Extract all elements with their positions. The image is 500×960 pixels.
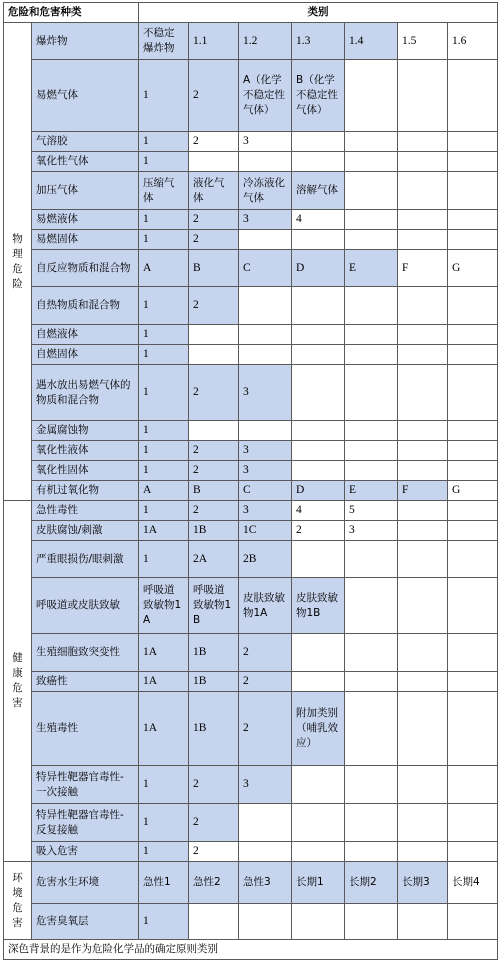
hazard-name: 自燃固体	[32, 345, 139, 365]
category-cell	[292, 441, 345, 461]
category-cell	[448, 230, 498, 250]
category-cell: 5	[345, 501, 398, 521]
category-cell: 1	[139, 132, 189, 152]
hazard-name: 吸入危害	[32, 842, 139, 862]
table-row	[4, 23, 498, 60]
category-cell: 1.4	[345, 23, 398, 60]
hazard-name: 严重眼损伤/眼刺激	[32, 541, 139, 578]
category-cell	[345, 672, 398, 692]
category-cell	[448, 804, 498, 842]
category-cell: 2	[189, 60, 239, 132]
category-cell	[448, 287, 498, 325]
table-row	[4, 230, 498, 250]
category-cell: 1	[139, 230, 189, 250]
category-cell: 1B	[189, 692, 239, 766]
category-cell	[398, 365, 448, 421]
category-cell	[345, 152, 398, 172]
category-cell	[292, 230, 345, 250]
category-cell: 1	[139, 766, 189, 804]
category-cell: 1	[139, 60, 189, 132]
hazard-name: 氧化性气体	[32, 152, 139, 172]
category-cell: 冷冻液化气体	[239, 172, 292, 210]
category-cell: 3	[239, 461, 292, 481]
category-cell	[345, 766, 398, 804]
category-cell: F	[398, 481, 448, 501]
category-cell: 1	[139, 345, 189, 365]
category-cell: 1	[139, 441, 189, 461]
category-cell: 2	[239, 692, 292, 766]
category-cell	[292, 132, 345, 152]
category-cell	[398, 804, 448, 842]
category-cell: 1	[139, 325, 189, 345]
category-cell	[398, 230, 448, 250]
category-cell: 2	[189, 210, 239, 230]
category-cell: 1.1	[189, 23, 239, 60]
category-cell	[448, 421, 498, 441]
category-cell	[292, 421, 345, 441]
category-cell	[398, 287, 448, 325]
category-cell	[189, 421, 239, 441]
category-cell: 1	[139, 904, 189, 940]
table-row	[4, 672, 498, 692]
category-cell	[398, 521, 448, 541]
category-cell	[345, 132, 398, 152]
category-cell	[398, 766, 448, 804]
group-label-char: 物	[12, 232, 23, 245]
category-cell	[345, 842, 398, 862]
table-row	[4, 345, 498, 365]
category-cell: 1	[139, 152, 189, 172]
category-cell: 急性1	[139, 862, 189, 904]
category-cell: 3	[239, 766, 292, 804]
group-label-char: 害	[12, 916, 23, 929]
hazard-name: 加压气体	[32, 172, 139, 210]
category-cell: 1	[139, 461, 189, 481]
category-cell: D	[292, 250, 345, 287]
category-cell: 液化气体	[189, 172, 239, 210]
category-cell: 2	[189, 501, 239, 521]
category-cell	[398, 692, 448, 766]
category-cell	[292, 152, 345, 172]
table-row	[4, 172, 498, 210]
group-label-char: 危	[12, 901, 23, 914]
table-row	[4, 152, 498, 172]
category-cell: 3	[345, 521, 398, 541]
category-cell	[398, 210, 448, 230]
category-cell	[189, 904, 239, 940]
category-cell: 长期3	[398, 862, 448, 904]
table-row	[4, 692, 498, 766]
category-cell	[448, 345, 498, 365]
group-label-char: 危	[12, 262, 23, 275]
category-cell	[448, 152, 498, 172]
category-cell	[398, 325, 448, 345]
category-cell	[345, 210, 398, 230]
category-cell: 附加类别（哺乳效应）	[292, 692, 345, 766]
category-cell	[292, 766, 345, 804]
hazard-name: 自反应物质和混合物	[32, 250, 139, 287]
category-cell	[398, 345, 448, 365]
group-label-char: 危	[12, 682, 23, 694]
category-cell	[448, 541, 498, 578]
table-row	[4, 766, 498, 804]
category-cell: A	[139, 250, 189, 287]
category-cell	[448, 461, 498, 481]
hazard-name: 金属腐蚀物	[32, 421, 139, 441]
category-cell: F	[398, 250, 448, 287]
table-row	[4, 461, 498, 481]
category-cell	[398, 904, 448, 940]
category-cell	[398, 672, 448, 692]
category-cell	[345, 421, 398, 441]
footnote: 深色背景的是作为危险化学品的确定原则类别	[4, 940, 498, 960]
table-header-row	[4, 3, 498, 23]
category-cell: G	[448, 481, 498, 501]
category-cell: 1	[139, 804, 189, 842]
category-cell	[448, 634, 498, 672]
category-cell: D	[292, 481, 345, 501]
category-cell	[448, 842, 498, 862]
category-cell	[448, 132, 498, 152]
category-cell: 3	[239, 365, 292, 421]
group-label-char: 健	[12, 652, 23, 664]
group-label-char: 康	[12, 667, 23, 679]
category-cell	[448, 60, 498, 132]
category-cell: 4	[292, 210, 345, 230]
category-cell	[345, 365, 398, 421]
group-label-health	[4, 501, 32, 862]
category-cell	[398, 461, 448, 481]
category-cell	[239, 904, 292, 940]
category-cell	[345, 804, 398, 842]
category-cell	[448, 672, 498, 692]
category-cell: 1C	[239, 521, 292, 541]
group-label-char: 理	[12, 247, 23, 260]
category-cell	[345, 325, 398, 345]
category-cell	[345, 692, 398, 766]
category-cell	[345, 60, 398, 132]
category-cell: 1.3	[292, 23, 345, 60]
hazard-name: 呼吸道或皮肤致敏	[32, 578, 139, 634]
table-row	[4, 842, 498, 862]
category-cell	[448, 210, 498, 230]
category-cell	[398, 578, 448, 634]
category-cell: 3	[239, 441, 292, 461]
category-cell: 呼吸道致敏物1A	[139, 578, 189, 634]
category-cell: G	[448, 250, 498, 287]
category-cell	[292, 365, 345, 421]
footnote-row	[4, 940, 498, 960]
category-cell	[189, 325, 239, 345]
category-cell: 2	[189, 766, 239, 804]
category-cell: 2	[189, 461, 239, 481]
category-cell	[292, 287, 345, 325]
category-cell: C	[239, 481, 292, 501]
hazard-category-table	[3, 2, 498, 960]
category-cell	[292, 634, 345, 672]
category-cell: 皮肤致敏物1A	[239, 578, 292, 634]
category-cell	[448, 172, 498, 210]
category-cell	[239, 345, 292, 365]
category-cell	[345, 230, 398, 250]
category-cell: B（化学不稳定性气体）	[292, 60, 345, 132]
category-cell: C	[239, 250, 292, 287]
category-cell: 不稳定爆炸物	[139, 23, 189, 60]
table-row	[4, 421, 498, 441]
category-cell: 1	[139, 421, 189, 441]
table-row	[4, 541, 498, 578]
category-cell: 溶解气体	[292, 172, 345, 210]
category-cell	[239, 325, 292, 345]
category-cell	[292, 541, 345, 578]
group-label-char: 境	[12, 886, 23, 899]
category-cell: 2	[189, 804, 239, 842]
table-body	[4, 23, 498, 940]
hazard-name: 气溶胶	[32, 132, 139, 152]
category-cell: 1	[139, 541, 189, 578]
category-cell	[398, 842, 448, 862]
category-cell	[239, 421, 292, 441]
category-cell	[239, 842, 292, 862]
group-label-char: 环	[12, 871, 23, 884]
hazard-name: 生殖细胞致突变性	[32, 634, 139, 672]
category-cell: 2	[189, 842, 239, 862]
hazard-name: 致癌性	[32, 672, 139, 692]
category-cell	[345, 541, 398, 578]
category-cell: B	[189, 250, 239, 287]
table-row	[4, 287, 498, 325]
category-cell: 3	[239, 132, 292, 152]
category-cell	[448, 521, 498, 541]
category-cell	[292, 345, 345, 365]
category-cell: E	[345, 481, 398, 501]
category-cell: 压缩气体	[139, 172, 189, 210]
group-label-char: 害	[12, 697, 23, 709]
category-cell	[398, 541, 448, 578]
table-row	[4, 634, 498, 672]
category-cell: 2	[239, 672, 292, 692]
category-cell: 1	[139, 842, 189, 862]
category-cell	[239, 287, 292, 325]
category-cell	[345, 578, 398, 634]
hazard-name: 自燃液体	[32, 325, 139, 345]
category-cell	[292, 904, 345, 940]
category-cell	[398, 634, 448, 672]
table-row	[4, 804, 498, 842]
table-row	[4, 210, 498, 230]
hazard-name: 危害水生环境	[32, 862, 139, 904]
category-cell	[189, 152, 239, 172]
category-cell: 长期2	[345, 862, 398, 904]
table-row	[4, 60, 498, 132]
category-cell: 1A	[139, 634, 189, 672]
category-cell: A	[139, 481, 189, 501]
table-row	[4, 325, 498, 345]
table-row	[4, 521, 498, 541]
category-cell	[398, 501, 448, 521]
category-cell	[398, 421, 448, 441]
hazard-name: 易燃固体	[32, 230, 139, 250]
category-cell	[345, 904, 398, 940]
category-cell: A（化学不稳定性气体）	[239, 60, 292, 132]
category-cell: 2B	[239, 541, 292, 578]
hazard-name: 遇水放出易燃气体的物质和混合物	[32, 365, 139, 421]
table-row	[4, 441, 498, 461]
table-row	[4, 481, 498, 501]
category-cell	[398, 60, 448, 132]
category-cell: 3	[239, 501, 292, 521]
category-cell	[189, 345, 239, 365]
hazard-name: 特异性靶器官毒性-反复接触	[32, 804, 139, 842]
category-cell	[292, 672, 345, 692]
category-cell	[345, 172, 398, 210]
category-cell	[345, 634, 398, 672]
category-cell	[448, 441, 498, 461]
category-cell: 1	[139, 210, 189, 230]
category-cell	[448, 501, 498, 521]
category-cell	[448, 766, 498, 804]
category-cell: B	[189, 481, 239, 501]
category-cell: 长期1	[292, 862, 345, 904]
group-label-physical	[4, 23, 32, 501]
category-cell	[398, 152, 448, 172]
category-cell: 2	[239, 634, 292, 672]
hazard-name: 氧化性固体	[32, 461, 139, 481]
category-cell: 2	[292, 521, 345, 541]
category-cell: 1A	[139, 672, 189, 692]
hazard-name: 易燃液体	[32, 210, 139, 230]
category-cell: 呼吸道致敏物1B	[189, 578, 239, 634]
category-cell	[448, 692, 498, 766]
category-cell	[345, 345, 398, 365]
category-cell	[292, 461, 345, 481]
table-row	[4, 501, 498, 521]
group-label-environment	[4, 862, 32, 940]
category-cell	[292, 804, 345, 842]
category-cell: 1A	[139, 521, 189, 541]
category-cell: 1B	[189, 634, 239, 672]
category-cell: 长期4	[448, 862, 498, 904]
category-header: 类别	[139, 3, 498, 23]
category-cell	[398, 441, 448, 461]
hazard-name: 有机过氧化物	[32, 481, 139, 501]
hazard-name: 自热物质和混合物	[32, 287, 139, 325]
group-label-char: 险	[12, 277, 23, 290]
hazard-name: 氧化性液体	[32, 441, 139, 461]
category-cell: 1	[139, 501, 189, 521]
category-cell: 1	[139, 287, 189, 325]
category-cell: 1.6	[448, 23, 498, 60]
category-cell	[345, 461, 398, 481]
category-cell	[345, 441, 398, 461]
table-row	[4, 904, 498, 940]
category-cell: 急性3	[239, 862, 292, 904]
category-cell	[398, 172, 448, 210]
category-cell: 2A	[189, 541, 239, 578]
category-cell	[448, 325, 498, 345]
category-cell	[448, 578, 498, 634]
category-cell	[398, 132, 448, 152]
table-row	[4, 365, 498, 421]
category-cell: 1A	[139, 692, 189, 766]
category-cell: 皮肤致敏物1B	[292, 578, 345, 634]
hazard-name: 爆炸物	[32, 23, 139, 60]
hazard-name: 易燃气体	[32, 60, 139, 132]
category-cell	[292, 842, 345, 862]
category-cell: 1B	[189, 521, 239, 541]
hazard-name: 急性毒性	[32, 501, 139, 521]
table-row	[4, 250, 498, 287]
category-cell: 2	[189, 230, 239, 250]
hazard-name: 生殖毒性	[32, 692, 139, 766]
category-cell	[239, 804, 292, 842]
category-cell: 1B	[189, 672, 239, 692]
category-cell: 1.5	[398, 23, 448, 60]
category-cell: 4	[292, 501, 345, 521]
category-cell: 2	[189, 287, 239, 325]
hazard-name: 特异性靶器官毒性-一次接触	[32, 766, 139, 804]
category-cell: 2	[189, 441, 239, 461]
table-row	[4, 132, 498, 152]
category-cell	[448, 365, 498, 421]
hazard-name: 皮肤腐蚀/刺激	[32, 521, 139, 541]
table-row	[4, 862, 498, 904]
category-cell: 1.2	[239, 23, 292, 60]
category-cell: 2	[189, 132, 239, 152]
category-cell: 2	[189, 365, 239, 421]
category-cell: 1	[139, 365, 189, 421]
hazard-type-header: 危险和危害种类	[4, 3, 139, 23]
category-cell	[239, 230, 292, 250]
hazard-name: 危害臭氧层	[32, 904, 139, 940]
table-row	[4, 578, 498, 634]
category-cell: E	[345, 250, 398, 287]
category-cell	[239, 152, 292, 172]
category-cell: 急性2	[189, 862, 239, 904]
category-cell	[345, 287, 398, 325]
category-cell	[448, 904, 498, 940]
category-cell: 3	[239, 210, 292, 230]
category-cell	[292, 325, 345, 345]
